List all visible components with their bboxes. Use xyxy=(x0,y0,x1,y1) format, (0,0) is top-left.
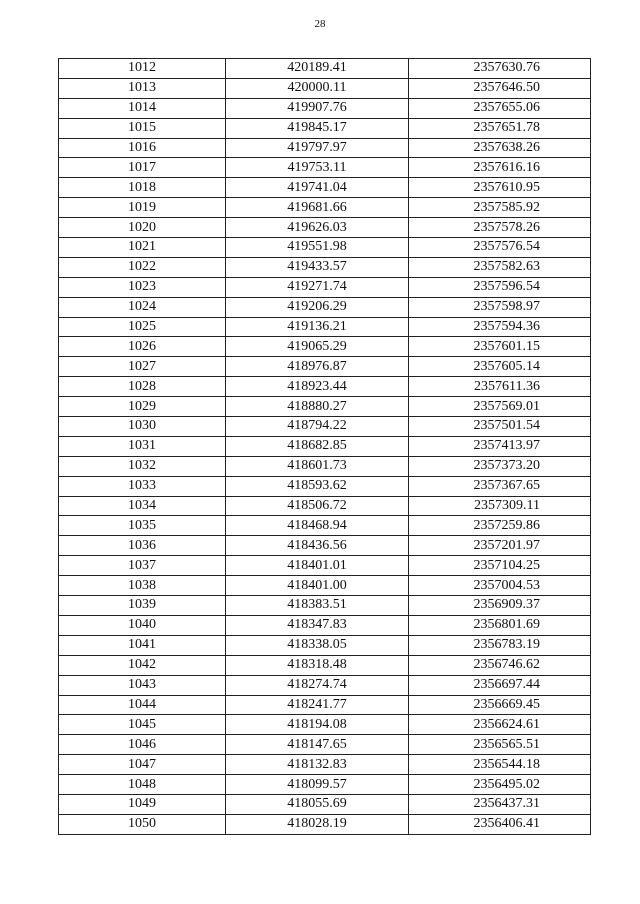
table-row xyxy=(59,615,591,635)
table-row xyxy=(59,476,591,496)
x-coordinate-cell: 418338.05 xyxy=(226,635,409,655)
x-coordinate-cell: 418401.01 xyxy=(226,556,409,576)
y-coordinate-cell: 2357611.36 xyxy=(409,377,591,397)
page-number: 28 xyxy=(314,18,326,30)
point-id-cell: 1037 xyxy=(59,556,226,576)
point-id-cell: 1027 xyxy=(59,357,226,377)
point-id-cell: 1020 xyxy=(59,218,226,238)
point-id-cell: 1050 xyxy=(59,814,226,834)
y-coordinate-cell: 2357259.86 xyxy=(409,516,591,536)
x-coordinate-cell: 419551.98 xyxy=(226,238,409,258)
y-coordinate-cell: 2357569.01 xyxy=(409,397,591,417)
table-row xyxy=(59,59,591,79)
y-coordinate-cell: 2357104.25 xyxy=(409,556,591,576)
x-coordinate-cell: 418383.51 xyxy=(226,596,409,616)
coordinate-table-body xyxy=(59,59,591,835)
point-id-cell: 1024 xyxy=(59,297,226,317)
point-id-cell: 1023 xyxy=(59,277,226,297)
x-coordinate-cell: 418976.87 xyxy=(226,357,409,377)
x-coordinate-cell: 418401.00 xyxy=(226,576,409,596)
x-coordinate-cell: 420189.41 xyxy=(226,59,409,79)
table-row xyxy=(59,397,591,417)
x-coordinate-cell: 420000.11 xyxy=(226,78,409,98)
y-coordinate-cell: 2357601.15 xyxy=(409,337,591,357)
y-coordinate-cell: 2357501.54 xyxy=(409,417,591,437)
point-id-cell: 1047 xyxy=(59,755,226,775)
y-coordinate-cell: 2357004.53 xyxy=(409,576,591,596)
table-row xyxy=(59,257,591,277)
point-id-cell: 1042 xyxy=(59,655,226,675)
x-coordinate-cell: 418506.72 xyxy=(226,496,409,516)
point-id-cell: 1038 xyxy=(59,576,226,596)
x-coordinate-cell: 418436.56 xyxy=(226,536,409,556)
x-coordinate-cell: 418241.77 xyxy=(226,695,409,715)
point-id-cell: 1013 xyxy=(59,78,226,98)
point-id-cell: 1016 xyxy=(59,138,226,158)
table-row xyxy=(59,596,591,616)
table-row xyxy=(59,576,591,596)
y-coordinate-cell: 2357201.97 xyxy=(409,536,591,556)
table-row xyxy=(59,436,591,456)
y-coordinate-cell: 2357367.65 xyxy=(409,476,591,496)
y-coordinate-cell: 2357596.54 xyxy=(409,277,591,297)
table-row xyxy=(59,675,591,695)
x-coordinate-cell: 419907.76 xyxy=(226,98,409,118)
table-row xyxy=(59,297,591,317)
x-coordinate-cell: 419206.29 xyxy=(226,297,409,317)
table-row xyxy=(59,635,591,655)
x-coordinate-cell: 419626.03 xyxy=(226,218,409,238)
table-row xyxy=(59,794,591,814)
y-coordinate-cell: 2357578.26 xyxy=(409,218,591,238)
x-coordinate-cell: 419741.04 xyxy=(226,178,409,198)
table-row xyxy=(59,317,591,337)
x-coordinate-cell: 419845.17 xyxy=(226,118,409,138)
point-id-cell: 1017 xyxy=(59,158,226,178)
y-coordinate-cell: 2357413.97 xyxy=(409,436,591,456)
y-coordinate-cell: 2356697.44 xyxy=(409,675,591,695)
table-row xyxy=(59,655,591,675)
table-row xyxy=(59,814,591,834)
table-row xyxy=(59,158,591,178)
point-id-cell: 1048 xyxy=(59,775,226,795)
table-row xyxy=(59,417,591,437)
y-coordinate-cell: 2357646.50 xyxy=(409,78,591,98)
x-coordinate-cell: 419065.29 xyxy=(226,337,409,357)
y-coordinate-cell: 2357605.14 xyxy=(409,357,591,377)
x-coordinate-cell: 419271.74 xyxy=(226,277,409,297)
table-row xyxy=(59,198,591,218)
point-id-cell: 1031 xyxy=(59,436,226,456)
x-coordinate-cell: 418099.57 xyxy=(226,775,409,795)
x-coordinate-cell: 418593.62 xyxy=(226,476,409,496)
table-row xyxy=(59,138,591,158)
x-coordinate-cell: 419433.57 xyxy=(226,257,409,277)
y-coordinate-cell: 2356544.18 xyxy=(409,755,591,775)
x-coordinate-cell: 418318.48 xyxy=(226,655,409,675)
y-coordinate-cell: 2356746.62 xyxy=(409,655,591,675)
y-coordinate-cell: 2357373.20 xyxy=(409,456,591,476)
table-row xyxy=(59,178,591,198)
point-id-cell: 1032 xyxy=(59,456,226,476)
coordinate-table xyxy=(58,58,591,835)
y-coordinate-cell: 2357585.92 xyxy=(409,198,591,218)
y-coordinate-cell: 2357576.54 xyxy=(409,238,591,258)
x-coordinate-cell: 418794.22 xyxy=(226,417,409,437)
point-id-cell: 1043 xyxy=(59,675,226,695)
point-id-cell: 1028 xyxy=(59,377,226,397)
y-coordinate-cell: 2357651.78 xyxy=(409,118,591,138)
point-id-cell: 1045 xyxy=(59,715,226,735)
point-id-cell: 1040 xyxy=(59,615,226,635)
table-row xyxy=(59,337,591,357)
x-coordinate-cell: 418055.69 xyxy=(226,794,409,814)
x-coordinate-cell: 418147.65 xyxy=(226,735,409,755)
table-row xyxy=(59,456,591,476)
table-row xyxy=(59,695,591,715)
table-row xyxy=(59,377,591,397)
x-coordinate-cell: 418880.27 xyxy=(226,397,409,417)
point-id-cell: 1012 xyxy=(59,59,226,79)
y-coordinate-cell: 2357582.63 xyxy=(409,257,591,277)
table-row xyxy=(59,357,591,377)
y-coordinate-cell: 2357309.11 xyxy=(409,496,591,516)
point-id-cell: 1044 xyxy=(59,695,226,715)
x-coordinate-cell: 419753.11 xyxy=(226,158,409,178)
y-coordinate-cell: 2356801.69 xyxy=(409,615,591,635)
table-row xyxy=(59,536,591,556)
table-row xyxy=(59,516,591,536)
point-id-cell: 1014 xyxy=(59,98,226,118)
y-coordinate-cell: 2356495.02 xyxy=(409,775,591,795)
point-id-cell: 1029 xyxy=(59,397,226,417)
y-coordinate-cell: 2357655.06 xyxy=(409,98,591,118)
point-id-cell: 1030 xyxy=(59,417,226,437)
y-coordinate-cell: 2356669.45 xyxy=(409,695,591,715)
y-coordinate-cell: 2357610.95 xyxy=(409,178,591,198)
y-coordinate-cell: 2357638.26 xyxy=(409,138,591,158)
x-coordinate-cell: 418274.74 xyxy=(226,675,409,695)
y-coordinate-cell: 2357616.16 xyxy=(409,158,591,178)
point-id-cell: 1025 xyxy=(59,317,226,337)
x-coordinate-cell: 418194.08 xyxy=(226,715,409,735)
point-id-cell: 1034 xyxy=(59,496,226,516)
x-coordinate-cell: 418132.83 xyxy=(226,755,409,775)
table-row xyxy=(59,277,591,297)
table-row xyxy=(59,496,591,516)
table-row xyxy=(59,78,591,98)
point-id-cell: 1039 xyxy=(59,596,226,616)
point-id-cell: 1049 xyxy=(59,794,226,814)
y-coordinate-cell: 2356624.61 xyxy=(409,715,591,735)
point-id-cell: 1026 xyxy=(59,337,226,357)
x-coordinate-cell: 418347.83 xyxy=(226,615,409,635)
table-row xyxy=(59,118,591,138)
table-row xyxy=(59,238,591,258)
point-id-cell: 1015 xyxy=(59,118,226,138)
y-coordinate-cell: 2356565.51 xyxy=(409,735,591,755)
y-coordinate-cell: 2357630.76 xyxy=(409,59,591,79)
x-coordinate-cell: 418028.19 xyxy=(226,814,409,834)
table-row xyxy=(59,715,591,735)
point-id-cell: 1036 xyxy=(59,536,226,556)
point-id-cell: 1022 xyxy=(59,257,226,277)
point-id-cell: 1046 xyxy=(59,735,226,755)
x-coordinate-cell: 419136.21 xyxy=(226,317,409,337)
table-row xyxy=(59,755,591,775)
x-coordinate-cell: 418923.44 xyxy=(226,377,409,397)
table-row xyxy=(59,556,591,576)
y-coordinate-cell: 2357598.97 xyxy=(409,297,591,317)
table-row xyxy=(59,735,591,755)
table-row xyxy=(59,775,591,795)
y-coordinate-cell: 2356909.37 xyxy=(409,596,591,616)
table-row xyxy=(59,98,591,118)
y-coordinate-cell: 2356783.19 xyxy=(409,635,591,655)
x-coordinate-cell: 418468.94 xyxy=(226,516,409,536)
x-coordinate-cell: 418682.85 xyxy=(226,436,409,456)
point-id-cell: 1033 xyxy=(59,476,226,496)
y-coordinate-cell: 2356406.41 xyxy=(409,814,591,834)
x-coordinate-cell: 419681.66 xyxy=(226,198,409,218)
table-row xyxy=(59,218,591,238)
y-coordinate-cell: 2356437.31 xyxy=(409,794,591,814)
x-coordinate-cell: 418601.73 xyxy=(226,456,409,476)
point-id-cell: 1041 xyxy=(59,635,226,655)
point-id-cell: 1021 xyxy=(59,238,226,258)
point-id-cell: 1035 xyxy=(59,516,226,536)
point-id-cell: 1018 xyxy=(59,178,226,198)
x-coordinate-cell: 419797.97 xyxy=(226,138,409,158)
point-id-cell: 1019 xyxy=(59,198,226,218)
y-coordinate-cell: 2357594.36 xyxy=(409,317,591,337)
